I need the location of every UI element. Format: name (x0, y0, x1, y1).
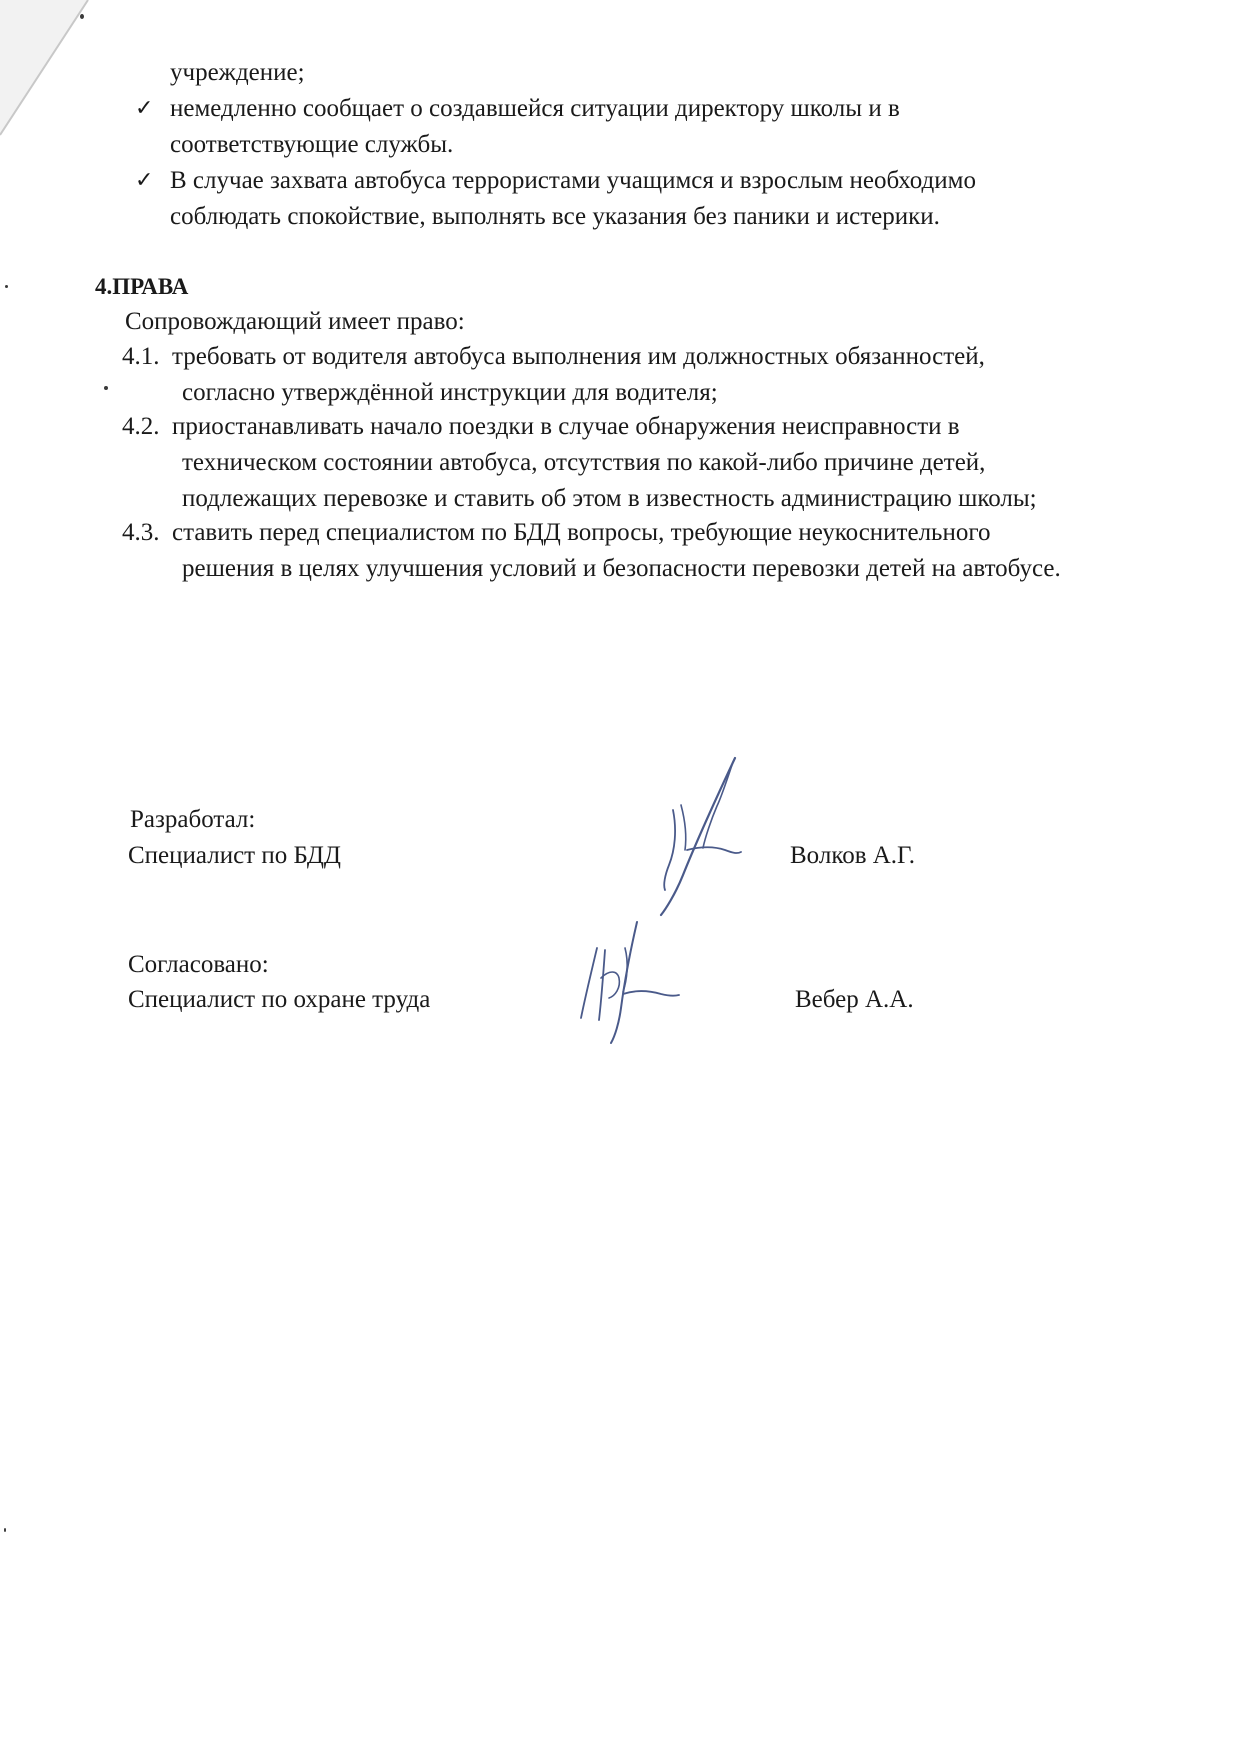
rights-item-number: 4.2. (122, 413, 160, 440)
bullet-line: немедленно сообщает о создавшейся ситуации директору школы и в (170, 95, 900, 122)
agreed-name: Вебер А.А. (795, 986, 914, 1013)
scan-speck (5, 285, 8, 288)
rights-item-number: 4.1. (122, 343, 160, 370)
page-fold-shadow (0, 0, 90, 150)
developed-label: Разработал: (130, 806, 256, 833)
rights-item-line: техническом состоянии автобуса, отсутствия по какой-либо причине детей, (182, 449, 986, 476)
check-icon: ✓ (135, 96, 154, 121)
rights-item-line: ставить перед специалистом по БДД вопросы, требующие неукоснительного (172, 519, 991, 546)
check-icon: ✓ (135, 168, 154, 193)
signature-veber (565, 918, 695, 1053)
section-intro: Сопровождающий имеет право: (125, 308, 465, 335)
rights-item-line: требовать от водителя автобуса выполнения им должностных обязанностей, (172, 343, 985, 370)
scan-speck (80, 14, 84, 19)
developed-name: Волков А.Г. (790, 842, 915, 869)
signature-volkov (625, 750, 755, 925)
rights-item-number: 4.3. (122, 519, 160, 546)
continuation-text: учреждение; (170, 59, 305, 86)
developed-position: Специалист по БДД (128, 842, 341, 869)
rights-item-line: приостанавливать начало поездки в случае обнаружения неисправности в (172, 413, 960, 440)
scan-speck (4, 1528, 6, 1532)
rights-item-line: решения в целях улучшения условий и безопасности перевозки детей на автобусе. (182, 555, 1061, 582)
section-heading: 4.ПРАВА (95, 274, 189, 299)
bullet-line: В случае захвата автобуса террористами учащимся и взрослым необходимо (170, 167, 976, 194)
rights-item-line: подлежащих перевозке и ставить об этом в известность администрацию школы; (182, 485, 1037, 512)
scan-speck (104, 386, 108, 390)
agreed-label: Согласовано: (128, 951, 269, 978)
bullet-line: соблюдать спокойствие, выполнять все указания без паники и истерики. (170, 203, 940, 230)
bullet-line: соответствующие службы. (170, 131, 454, 158)
rights-item-line: согласно утверждённой инструкции для водителя; (182, 379, 718, 406)
agreed-position: Специалист по охране труда (128, 986, 431, 1013)
